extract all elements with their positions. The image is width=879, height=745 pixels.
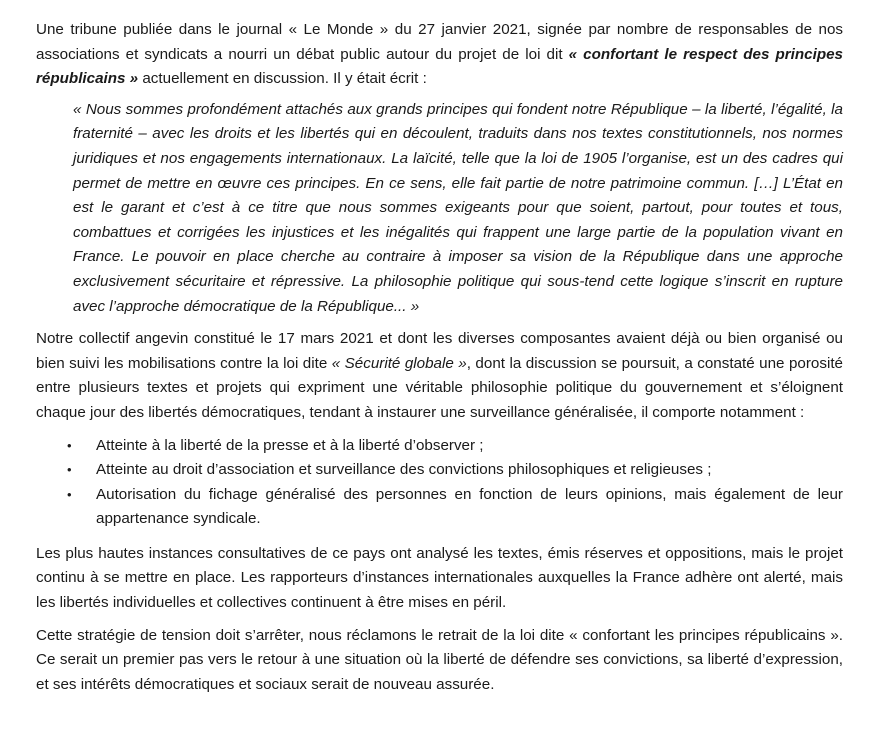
list-item-text: Atteinte au droit d’association et surveillance des convictions philosophiques et religieuses ; <box>96 461 712 479</box>
bullet-icon: • <box>67 486 72 502</box>
securite-globale-emphasis: « Sécurité globale » <box>331 354 467 372</box>
atteintes-list <box>36 434 843 532</box>
list-item <box>67 483 843 532</box>
list-item-text: Atteinte à la liberté de la presse et à la liberté d’observer ; <box>96 436 484 454</box>
list-item-text: Autorisation du fichage généralisé des personnes en fonction de leurs opinions, mais également de leur appartenance syndicale. <box>96 485 843 528</box>
law-title-emphasis: « confortant le respect des principes républicains » <box>36 45 843 88</box>
tribune-quote: « Nous sommes profondément attachés aux grands principes qui fondent notre République – la liberté, l’égalité, la fraternité – avec les droits et les libertés qui en découlent, traduits dans nos textes constitutionnels, nos normes juridiques et nos engagements internationaux. La laïcité, telle que la loi de 1905 l’organise, est un des cadres qui permet de mettre en œuvre ces principes. En ce sens, elle fait partie de notre patrimoine commun. […] L’État en est le garant et c’est à ce titre que nous sommes exigeants pour que soient, partout, pour toutes et tous, combattues et corrigées les injustices et les inégalités qui frappent une large partie de la population vivant en France. Le pouvoir en place cherche au contraire à imposer sa vision de la République dans une approche exclusivement sécuritaire et répressive. La philosophie politique qui sous-tend cette logique s’inscrit en rupture avec l’approche démocratique de la République... » <box>73 100 843 315</box>
list-item <box>67 434 843 459</box>
list-item <box>67 458 843 483</box>
collectif-text-end: , dont la discussion se poursuit, a constaté une porosité entre plusieurs textes et projets qui expriment une véritable philosophie politique du gouvernement et s’éloignent chaque jour des libertés démocratiques, tendant à instaurer une surveillance généralisée, il comporte notamment : <box>36 354 843 421</box>
strategie-paragraph: Cette stratégie de tension doit s’arrêter, nous réclamons le retrait de la loi dite « confortant les principes républicains ». Ce serait un premier pas vers le retour à une situation où la liberté de défendre ses convictions, sa liberté d’expression, et ses intérêts démocratiques et sociaux serait de nouveau assurée. <box>36 626 843 693</box>
bullet-icon: • <box>67 462 72 478</box>
collectif-paragraph <box>36 327 843 425</box>
intro-text-end: actuellement en discussion. Il y était écrit : <box>138 70 427 88</box>
intro-text-start: Une tribune publiée dans le journal « Le Monde » du 27 janvier 2021, signée par nombre de responsables de nos associations et syndicats a nourri un débat public autour du projet de loi dit <box>36 21 843 63</box>
bullet-icon: • <box>67 437 72 453</box>
collectif-text-start: Notre collectif angevin constitué le 17 mars 2021 et dont les diverses composantes avaient déjà ou bien organisé ou bien suivi les mobilisations contre la loi dite <box>36 330 843 372</box>
intro-paragraph <box>36 18 843 92</box>
instances-paragraph: Les plus hautes instances consultatives de ce pays ont analysé les textes, émis réserves et oppositions, mais le projet continu à se mettre en place. Les rapporteurs d’instances internationales auxquelles la France adhère ont alerté, mais les libertés individuelles et collectives continuent à être mises en péril. <box>36 544 843 612</box>
